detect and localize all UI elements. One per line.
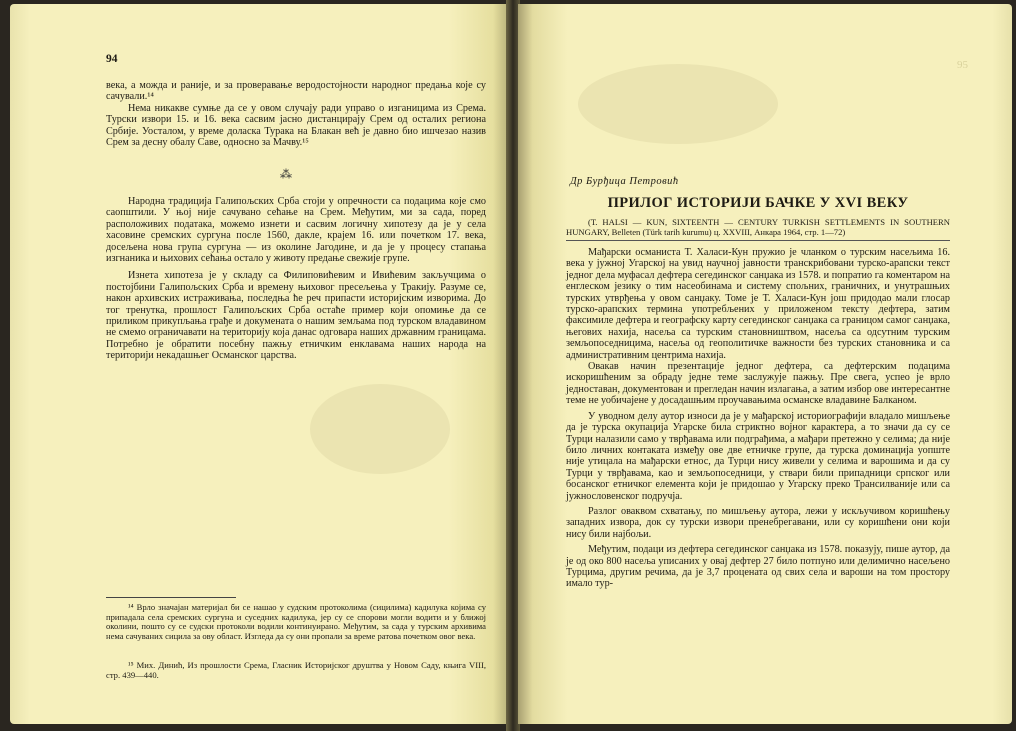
footnote-rule bbox=[106, 597, 236, 598]
paragraph: Нема никакве сумње да се у овом случају ради управо о изганицима из Срема. Турски извори 15. и 16. века сасвим јасно дистанцирају Срем од осталих региона Србије. Уосталом, у време доласка Турака на Блакан већ је давно био ишчезао назив Срем за десну обалу Саве, односно за Мачву.¹⁵ bbox=[106, 102, 486, 149]
paragraph: Мађарски османиста Т. Халаси-Кун пружио је чланком о турским насељима 16. века у јужној Угарској на увид научној јавности транскрибовани турско-арапски текст једног дела муфасал дефтера сегединског санџака из 1578. и попратио га коментаром на енглеском језику о тим насеобинама и систему спољних, граничних, и унутрашњих турских утврђења у овом санџаку. Томе је Т. Халаси-Кун још придодао мали глосар турско-арапских термина употребљених у приложеном тексту дефтера, затим факсимиле дефтера и географску карту сегединског санџака са границом самог санџака, његових нахија, насеља са турским становништвом, насеља са одсутним турским земљопоседницима, насеља од геополитичке важности без турских становника и са административним центрима нахија. bbox=[566, 247, 950, 361]
footnote-text: ¹⁵ Мих. Динић, Из прошлости Срема, Гласник Историјског друштва у Новом Саду, књига VIII, стр. 439—440. bbox=[106, 660, 486, 680]
bibliographic-reference bbox=[566, 217, 950, 237]
paragraph: Разлог оваквом схватању, по мишљењу аутора, лежи у искључивом коришћењу западних извора, док су турски извори пренебрегавани, или су коришћени они који нису били најбољи. bbox=[566, 505, 950, 540]
paragraph: Међутим, подаци из дефтера сегединског санџака из 1578. показују, пише аутор, да је од око 800 насеља уписаних у овај дефтер 27 било потпуно или делимично насељено Турцима, другим речима, да је 3,7 процената од свих села и вароши на том простору имало тур- bbox=[566, 544, 950, 590]
text-block-main bbox=[106, 196, 486, 362]
right-page bbox=[518, 4, 1012, 724]
reference-text: (Т. HALSI — KUN, SIXTEENTH — CENTURY TURKISH SETTLEMENTS IN SOUTHERN HUNGARY, Belleten (Türk tarih kurumu) ц. XXVIII, Анкара 1964, стр. 1—72) bbox=[566, 217, 950, 237]
page-number: 94 bbox=[106, 53, 118, 65]
article-author: Др Бурђица Петровић bbox=[570, 176, 679, 187]
article-body bbox=[566, 247, 950, 590]
paragraph: Овакав начин презентације једног дефтера, са дефтерским подацима искоришћеним за обраду једне теме заслужује пажњу. Пре свега, успео је врло једноставан, документован и прегледан начин излагања, а затим избор ове интересантне теме не уобичајене у досадашњим проучавањима османске владавине Балканом. bbox=[566, 361, 950, 407]
paragraph: У уводном делу аутор износи да је у мађарској историографији владало мишљење да је турска окупација Угарске била стриктно војног карактера, а то значи да су се Турци налазили само у тврђавама или подграђима, а мађари претежно у селима; да није било личних контаката између ове две етничке групе, да турска доминација уопште није утицала на мађарски етнос, да Турци нису живели у селима и варошима и да су Турци у тврђавама, као и земљопоседници, у ствари били припадници српског или босанског етничког елемента који је придошао у Угарску преко Трансилваније или са јужнословенског подручја. bbox=[566, 410, 950, 502]
footnote-15 bbox=[106, 661, 486, 680]
paragraph: Изнета хипотеза је у складу са Филиповићевим и Ивићевим закључцима о постојбини Галипољских Срба и времену њиховог пресељења у Тракију. Разуме се, након архивских истраживања, последња ће реч припасти историјским изворима. До тог тренутка, прошлост Галипољских Срба остаће пример који опомиње да се приликом прикупљања грађе и докумената о нашим земљама под турском владавином не смемо ограничавати на територију која данас одговара наших државним границама. Потребно је обратити посебну пажњу етничким енклавама наших народа на територији некадашњег Османског царства. bbox=[106, 270, 486, 362]
left-page bbox=[10, 4, 508, 724]
paragraph: века, а можда и раније, и за проверавање веродостојности народног предања које су сачували.¹⁴ bbox=[106, 80, 486, 103]
bleed-through-page-number: 95 bbox=[957, 59, 968, 71]
section-separator: ⁂ bbox=[280, 167, 292, 181]
paper-stain bbox=[310, 384, 450, 474]
paper-stain bbox=[578, 64, 778, 144]
article-title: ПРИЛОГ ИСТОРИЈИ БАЧКЕ У XVI ВЕКУ bbox=[607, 195, 909, 211]
paragraph: Народна традиција Галипољских Срба стоји у опречности са подацима које смо саопштили. У њој није сачувано сећање на Срем. Међутим, ми за сада, поред расположивих података, можемо изнети и сасвим логичну хипотезу да је у села хасовине сремских сургуна после 1560, дакле, крајем 16. или почетком 17. века, досељена нова група сургуна — из околине Јагодине, и да је у процесу стапања изгнаника и њихових сећања остало у животу предање свежије групе. bbox=[106, 196, 486, 265]
text-block-top bbox=[106, 80, 486, 148]
title-rule bbox=[566, 240, 950, 241]
footnote-text: ¹⁴ Врло значајан материјал би се нашао у судским протоколима (сицилима) кадилука којима су припадала села сремских сургуна и суседних кадилука, јер су се спорови могли водити и у ближој околини, пошто су се судски протоколи водили континуирано. Међутим, за сада у турским архивима нема сачуваних сицила за ову област. Изгледа да су они пропали за време ратова почетком овог века. bbox=[106, 602, 486, 641]
footnote-14 bbox=[106, 603, 486, 641]
